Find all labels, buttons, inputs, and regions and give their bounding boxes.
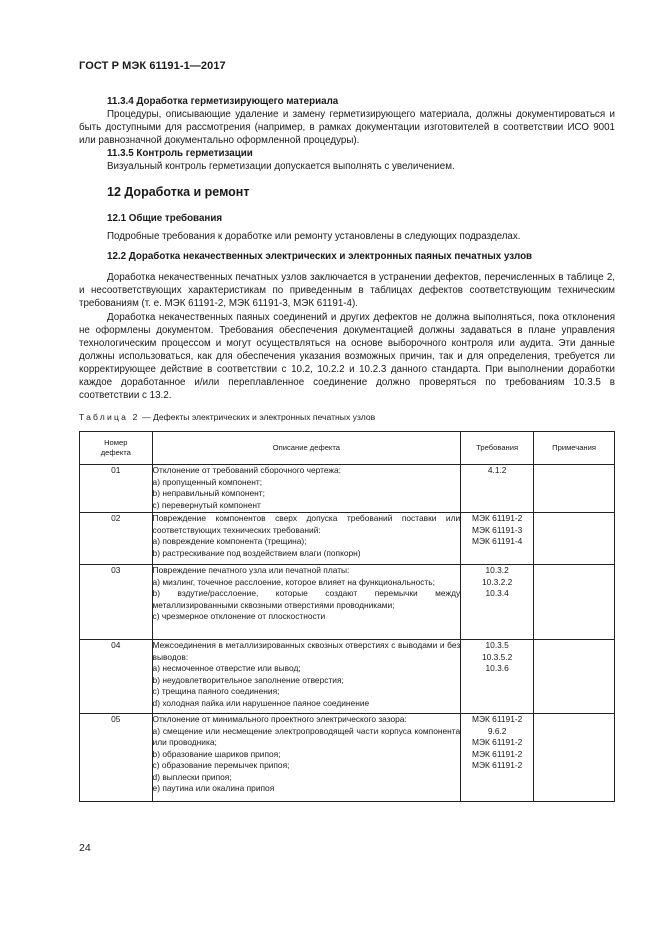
description-line: а) смещение или несмещение электропроводящей части корпуса компонента или проводника; xyxy=(152,725,461,747)
section-12-1-title: 12.1 Общие требования xyxy=(107,213,223,224)
description-line: с) образование перемычек припоя; xyxy=(152,760,290,770)
header-notes: Примечания xyxy=(534,432,615,465)
requirement-ref: 4.1.2 xyxy=(487,465,507,475)
description-line: d) холодная пайка или нарушенное паяное соединение xyxy=(152,697,370,708)
header-defect-description: Описание дефекта xyxy=(152,432,461,465)
section-12-2-paragraph-1: Доработка некачественных печатных узлов заключается в устранении дефектов, перечисленных в таблице 2, и несоответствующих характеристикам по приведенным в таблицах дефектов соответствующим техническим требованиям (т. е. МЭК 61191-2, МЭК 61191-3, МЭК 61191-4). xyxy=(79,272,615,309)
description-line: b) неудовлетворительное заполнение отверстия; xyxy=(152,674,344,685)
defect-note xyxy=(534,565,615,640)
requirement-ref: 10.3.2.2 xyxy=(482,576,513,587)
requirement-ref: 10.3.5 xyxy=(485,640,509,650)
section-11-3-4-title: 11.3.4 Доработка герметизирующего материала xyxy=(107,96,339,107)
requirement-ref: 10.3.4 xyxy=(485,588,509,598)
requirement-ref: МЭК 61191-4 xyxy=(471,536,523,546)
defect-note xyxy=(534,513,615,565)
section-12-1-text: Подробные требования к доработке или ремонту установлены в следующих подразделах. xyxy=(107,231,521,242)
description-line: а) повреждение компонента (трещина); xyxy=(152,536,307,546)
defect-description xyxy=(152,565,461,640)
requirement-ref: МЭК 61191-2 xyxy=(471,513,523,523)
description-line: а) несмоченное отверстие или вывод; xyxy=(152,663,301,673)
table-caption-text: — Дефекты электрических и электронных печатных узлов xyxy=(139,412,376,422)
defect-requirements xyxy=(461,565,534,640)
requirement-ref: 10.3.6 xyxy=(485,663,509,673)
requirement-ref: 9.6.2 xyxy=(487,725,507,736)
requirement-ref: 10.3.2 xyxy=(485,565,509,575)
defect-description xyxy=(152,640,461,714)
defect-requirements xyxy=(461,714,534,802)
defect-number: 04 xyxy=(80,640,153,714)
requirement-ref: МЭК 61191-2 xyxy=(471,748,523,759)
requirement-ref: МЭК 61191-2 xyxy=(471,760,523,770)
description-line: с) трещина паяного соединения; xyxy=(152,686,280,696)
description-line: b) растрескивание под воздействием влаги (попкорн) xyxy=(152,547,361,558)
description-line: Повреждение компонентов сверх допуска требований поставки или соответствующих технических требований: xyxy=(152,513,461,535)
requirement-ref: МЭК 61191-3 xyxy=(471,524,523,535)
defect-requirements xyxy=(461,640,534,714)
section-12-2-title: 12.2 Доработка некачественных электрических и электронных паяных печатных узлов xyxy=(107,251,533,262)
table-caption-label: Таблица 2 xyxy=(79,412,140,422)
defect-number: 05 xyxy=(80,714,153,802)
table-row xyxy=(80,640,615,714)
requirement-ref: 10.3.5.2 xyxy=(482,651,513,662)
defect-number: 02 xyxy=(80,513,153,565)
table-row xyxy=(80,513,615,565)
description-line: с) перевернутый компонент xyxy=(152,499,261,510)
description-line: b) образование шариков припоя; xyxy=(152,748,281,759)
section-12-2-paragraph-2: Доработка некачественных паяных соединений и других дефектов не должна выполняться, пока отклонения не оформлены документом. Требования обеспечения документацией должны задаваться в плане управления технологическим процессом и могут осуществляться на основе выборочного контроля или аудита. Эти данные должны использоваться, как для обеспечения указания возможных причин, так и для определения, требуется ли корректирующее действие в соответствии с 10.2, 10.2.2 и 10.2.3 данного стандарта. При выполнении доработки каждое доработанное и/или переплавленное соединение должно проверяться по требованиям 10.3.5 в соответствии с 13.2. xyxy=(79,312,615,401)
section-11-3-5-text: Визуальный контроль герметизации допускается выполнять с увеличением. xyxy=(107,161,455,172)
table-caption xyxy=(79,412,375,422)
defect-number: 03 xyxy=(80,565,153,640)
table-row xyxy=(80,465,615,513)
defect-number: 01 xyxy=(80,465,153,513)
description-line: Межсоединения в металлизированных сквозных отверстиях с выводами и без выводов: xyxy=(152,640,461,662)
description-line: Отклонение от требований сборочного чертежа: xyxy=(152,465,341,475)
description-line: Повреждение печатного узла или печатной платы: xyxy=(152,565,350,575)
description-line: Отклонение от минимального проектного электрического зазора: xyxy=(152,714,407,724)
description-line: е) паутина или окалина припоя xyxy=(152,783,275,793)
defect-note xyxy=(534,465,615,513)
table-row xyxy=(80,565,615,640)
defect-requirements xyxy=(461,513,534,565)
defect-requirements xyxy=(461,465,534,513)
description-line: b) вздутие/расслоение, которые создают перемычки между металлизированными сквозными отверстиями проводниками; xyxy=(152,588,461,610)
table-header-row xyxy=(80,432,615,465)
defect-note xyxy=(534,714,615,802)
section-12-title: 12 Доработка и ремонт xyxy=(107,185,250,199)
header-defect-number: Номер дефекта xyxy=(80,432,153,465)
description-line: d) выплески припоя; xyxy=(152,771,232,782)
section-11-3-4-text: Процедуры, описывающие удаление и замену герметизирующего материала, должны документироваться и быть доступными для рассмотрения (например, в рамках документации изготовителей в соответствии ИСО 9001 или равнозначной документально оформленной процедуры). xyxy=(79,109,615,146)
header-requirements: Требования xyxy=(461,432,534,465)
description-line: а) пропущенный компонент; xyxy=(152,476,263,487)
document-header: ГОСТ Р МЭК 61191-1—2017 xyxy=(79,60,226,72)
requirement-ref: МЭК 61191-2 xyxy=(471,737,523,747)
defect-description xyxy=(152,513,461,565)
defect-description xyxy=(152,465,461,513)
page-number: 24 xyxy=(79,842,91,854)
description-line: b) неправильный компонент; xyxy=(152,488,265,498)
defect-description xyxy=(152,714,461,802)
table-row xyxy=(80,714,615,802)
requirement-ref: МЭК 61191-2 xyxy=(471,714,523,724)
description-line: а) мизлинг, точечное расслоение, которое влияет на функциональность; xyxy=(152,576,435,587)
section-11-3-5-title: 11.3.5 Контроль герметизации xyxy=(107,148,253,159)
defects-table xyxy=(79,431,615,802)
description-line: с) чрезмерное отклонение от плоскостности xyxy=(152,611,326,621)
defect-note xyxy=(534,640,615,714)
